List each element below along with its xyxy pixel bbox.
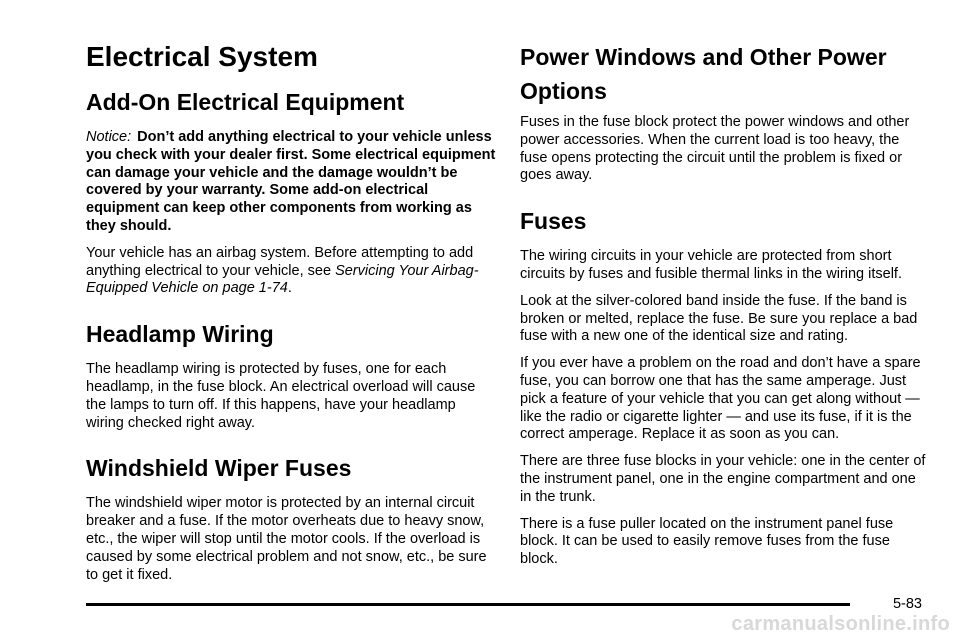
wiper-text: The windshield wiper motor is protected by an internal circuit breaker and a fuse. If the motor overheats due to heavy snow, etc., the wiper will stop until the motor cools. If the overload is caused by some electrical problem and not snow, etc., be sure to get it fixed. (86, 495, 487, 583)
wiper-heading: Windshield Wiper Fuses (86, 455, 352, 482)
fuses-heading: Fuses (520, 208, 587, 235)
addon-heading: Add-On Electrical Equipment (86, 89, 405, 115)
left-column (86, 40, 496, 593)
airbag-reference: Servicing Your Airbag-Equipped Vehicle on page 1-74 (86, 262, 479, 297)
footer-rule (86, 603, 850, 606)
fuses-paragraph-1: The wiring circuits in your vehicle are protected from short circuits by fuses and fusible thermal links in the wiring itself. (520, 248, 902, 282)
page-title: Electrical System (86, 41, 318, 72)
notice-text: Don’t add anything electrical to your vehicle unless you check with your dealer first. Some electrical equipment can damage your vehicle and the damage wouldn’t be covered by your warranty. Some add-on electrical equipment can keep other components from working as they should. (86, 129, 496, 234)
power-text: Fuses in the fuse block protect the power windows and other power accessories. When the current load is too heavy, the fuse opens protecting the circuit until the problem is fixed or goes away. (520, 114, 910, 184)
page-number: 5-83 (892, 596, 922, 612)
right-column (520, 40, 930, 578)
fuses-paragraph-2: Look at the silver-colored band inside the fuse. If the band is broken or melted, replace the fuse. Be sure you replace a bad fuse with a new one of the identical size and rating. (520, 292, 918, 345)
airbag-paragraph (86, 245, 496, 298)
fuses-paragraph-5: There is a fuse puller located on the instrument panel fuse block. It can be used to easily remove fuses from the fuse block. (520, 515, 894, 568)
wiper-section (86, 454, 496, 584)
watermark-text: carmanualsonline.info (731, 613, 950, 635)
notice-label: Notice: (86, 129, 132, 145)
fuses-paragraph-3: If you ever have a problem on the road and don’t have a spare fuse, you can borrow one that has the same amperage. Just pick a feature of your vehicle that you can get along without — like the radio or cigarette lighter — and use its fuse, if it is the correct amperage. Replace it as soon as you can. (520, 355, 921, 443)
fuses-paragraph-4: There are three fuse blocks in your vehicle: one in the center of the instrument panel, one in the engine compartment and one in the trunk. (520, 453, 926, 505)
airbag-text: Your vehicle has an airbag system. Before attempting to add anything electrical to your vehicle, see (86, 244, 474, 279)
headlamp-text: The headlamp wiring is protected by fuses, one for each headlamp, in the fuse block. An electrical overload will cause the lamps to turn off. If this happens, have your headlamp wiring checked right away. (86, 361, 476, 431)
airbag-end: . (287, 280, 292, 297)
fuses-section (520, 207, 930, 569)
headlamp-section (86, 320, 496, 432)
headlamp-heading: Headlamp Wiring (86, 321, 274, 348)
notice-paragraph (86, 129, 496, 236)
power-heading: Power Windows and Other Power Options (520, 44, 887, 104)
